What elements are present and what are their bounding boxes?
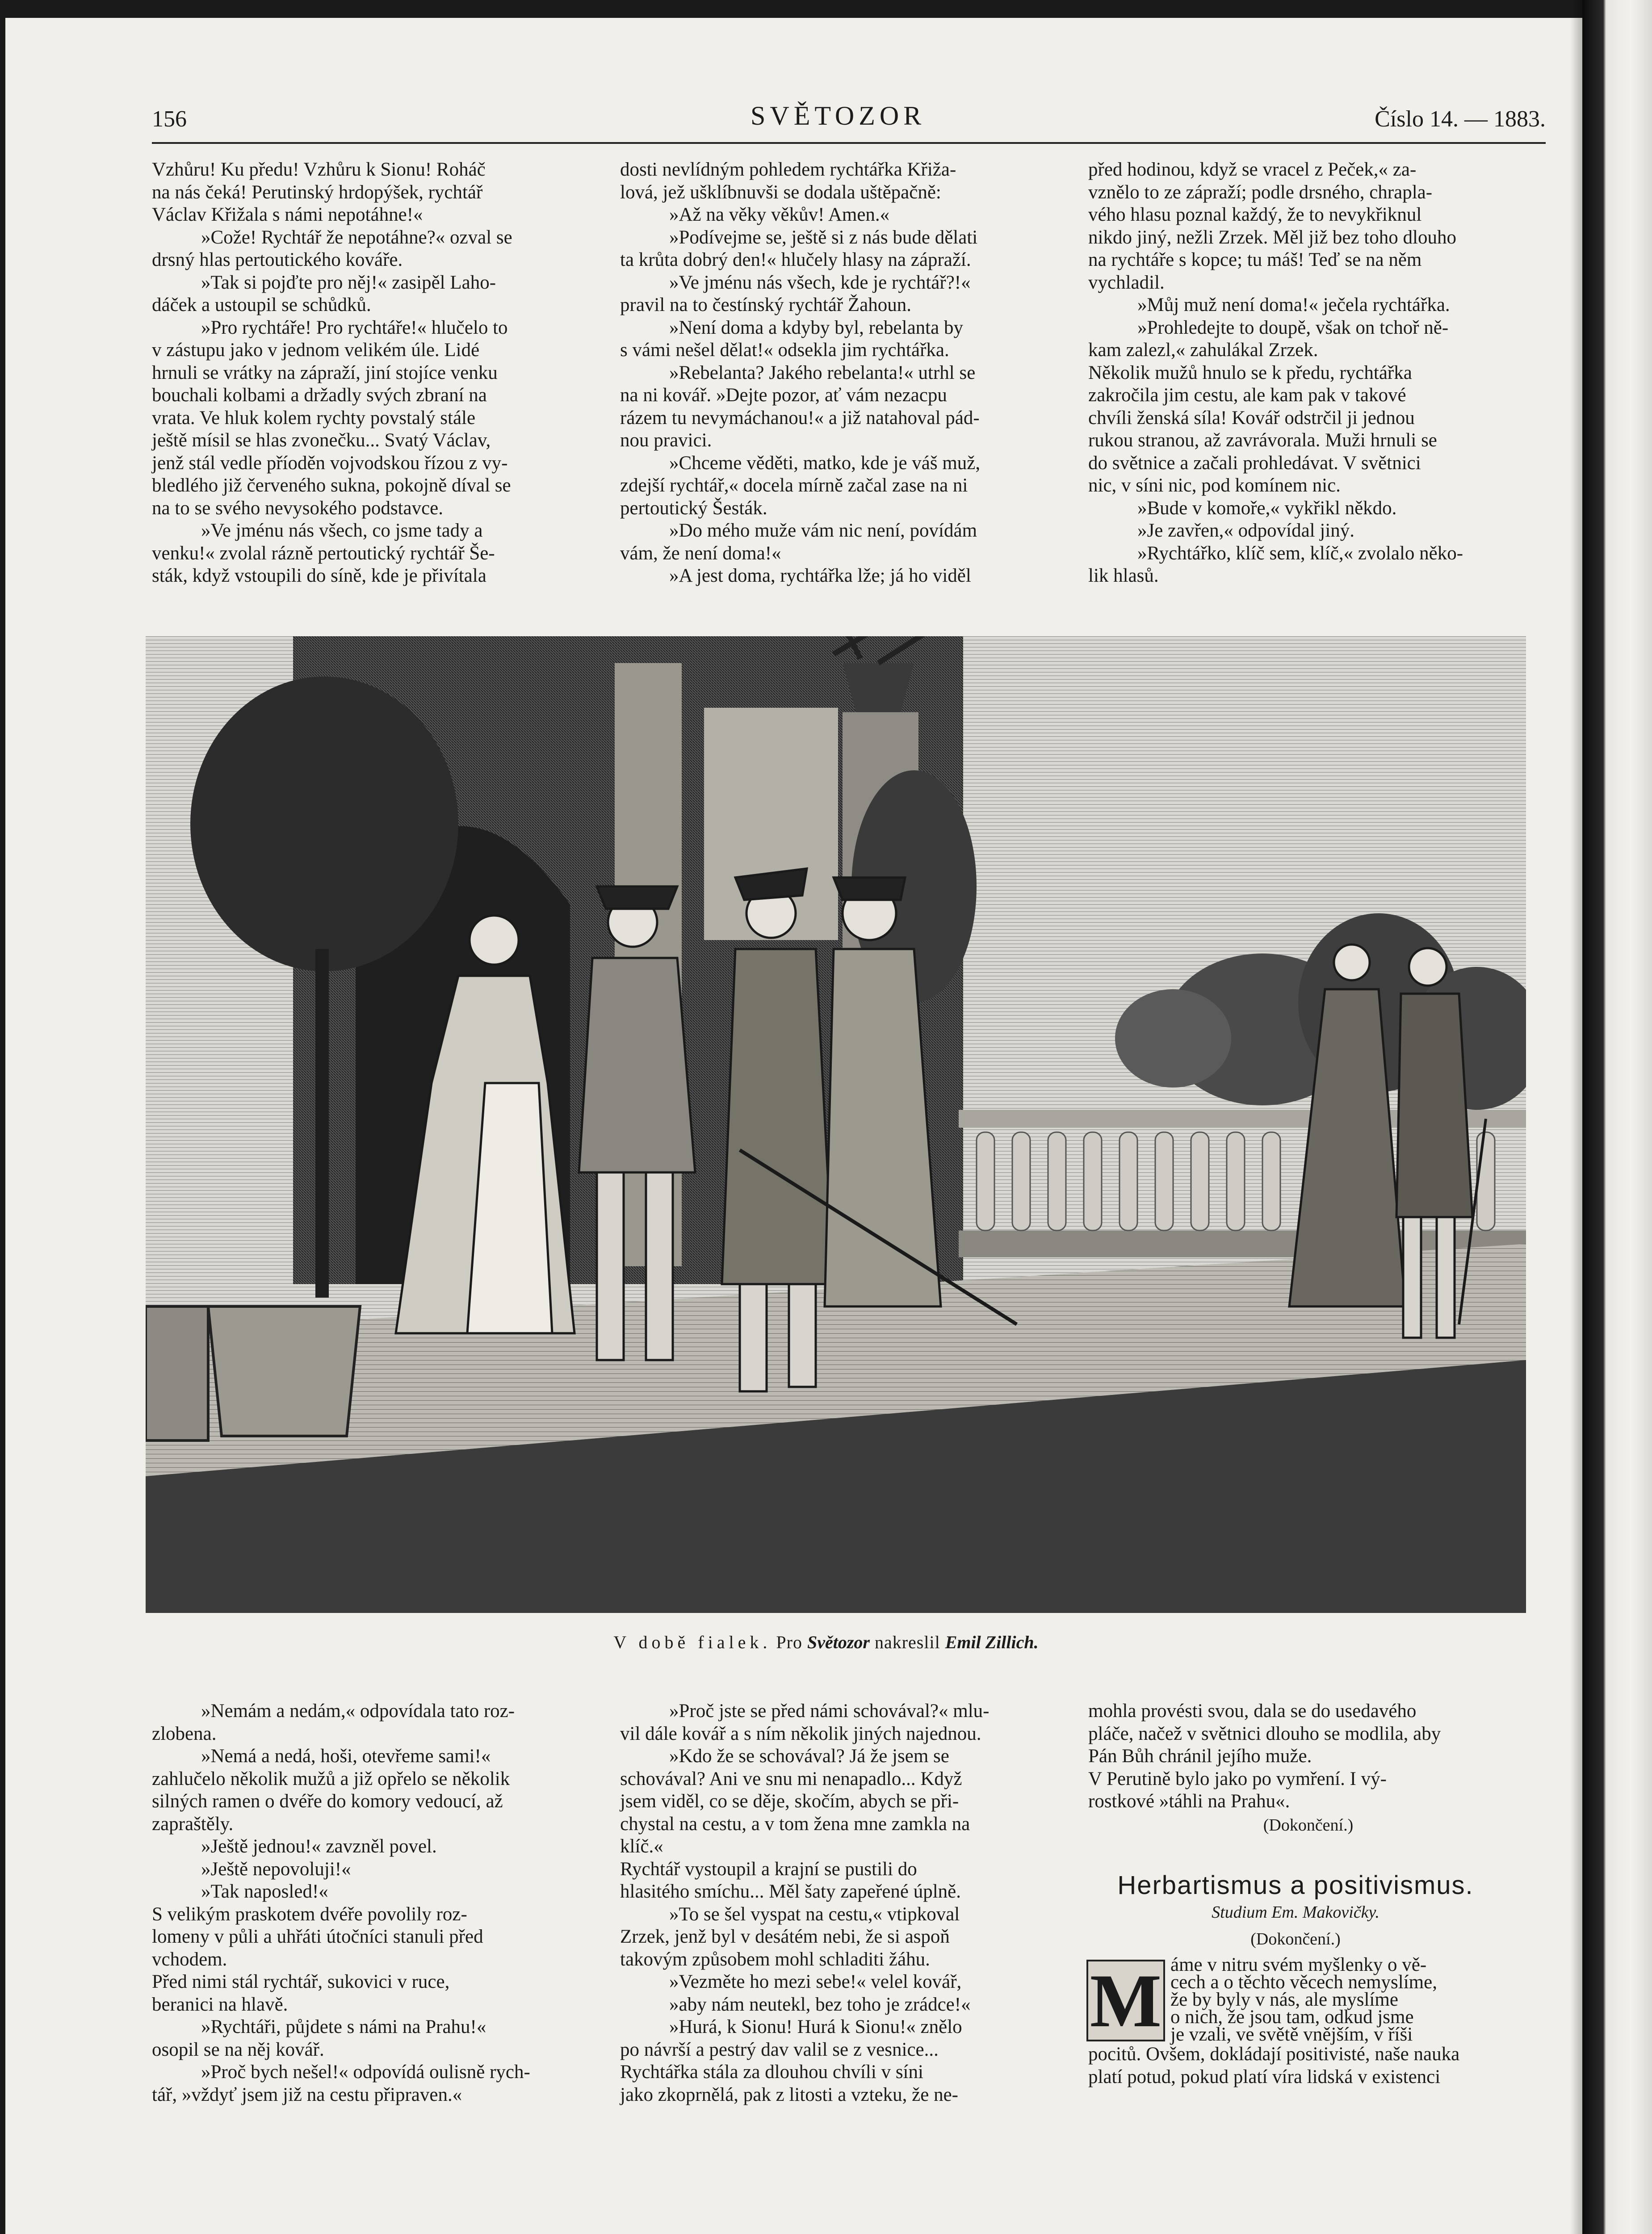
engraving-illustration xyxy=(146,636,1526,1613)
text-line: na to se svého nevysokého podstavce. xyxy=(152,497,444,519)
story-end-label: (Dokončení.) xyxy=(1263,1816,1354,1835)
text-line: vznělo to ze zápraží; podle drsného, chrapla- xyxy=(1088,181,1433,203)
text-line: drsný hlas pertoutického kováře. xyxy=(152,249,403,270)
text-line: o nich, že jsou tam, odkud jsme xyxy=(1170,2007,1414,2028)
text-line: platí potud, pokud platí víra lidská v existenci xyxy=(1088,2066,1441,2087)
text-line: Pán Bůh chránil jejího muže. xyxy=(1088,1746,1312,1767)
text-line: na rychtáře s kopce; tu máš! Teď se na něm xyxy=(1088,249,1422,270)
page-header xyxy=(152,101,1546,141)
text-line: cech a o těchto věcech nemyslíme, xyxy=(1170,1972,1437,1993)
text-line: klíč.« xyxy=(620,1836,663,1857)
text-line: »Hurá, k Sionu! Hurá k Sionu!« znělo xyxy=(669,2016,962,2037)
text-line: »Cože! Rychtář že nepotáhne?« ozval se xyxy=(201,227,512,248)
text-line: nikdo jiný, nežli Zrzek. Měl již bez toho dlouho xyxy=(1088,227,1456,248)
caption-drawn-by: nakreslil xyxy=(874,1632,940,1652)
text-line: mohla provésti svou, dala se do usedavého xyxy=(1088,1701,1417,1722)
text-line: »Nemá a nedá, hoši, otevřeme sami!« xyxy=(201,1746,491,1767)
text-line: pertoutický Šesták. xyxy=(620,497,767,519)
text-line: »Ve jménu nás všech, kde je rychtář?!« xyxy=(669,272,971,293)
text-line: Několik mužů hnulo se k předu, rychtářka xyxy=(1088,362,1412,383)
text-line: »Nemám a nedám,« odpovídala tato roz- xyxy=(201,1701,515,1722)
text-line: bledlého již červeného sukna, pokojně díval se xyxy=(152,475,511,496)
bottom-column-3 xyxy=(1088,1700,1528,1813)
drop-cap xyxy=(1086,1960,1165,2041)
text-line: »aby nám neutekl, bez toho je zrádce!« xyxy=(669,1994,971,2015)
article-continuation: (Dokončení.) xyxy=(1250,1930,1341,1948)
top-column-3 xyxy=(1088,159,1528,588)
text-line: před hodinou, když se vracel z Peček,« za- xyxy=(1088,159,1417,180)
text-line: »Až na věky věkův! Amen.« xyxy=(669,204,890,225)
text-line: po návrší a pestrý dav valil se z vesnice... xyxy=(620,2039,939,2060)
text-line: chvíli ženská síla! Kovář odstrčil ji jednou xyxy=(1088,407,1415,428)
text-line: nou pravici. xyxy=(620,430,712,451)
page-number: 156 xyxy=(152,106,187,132)
text-line: vám, že není doma!« xyxy=(620,542,781,564)
text-line: tář, »vždyť jsem již na cestu připraven.« xyxy=(152,2084,462,2105)
text-line: »A jest doma, rychtářka lže; já ho viděl xyxy=(669,565,971,586)
text-line: »Prohledejte to doupě, však on tchoř ně- xyxy=(1137,317,1449,338)
journal-title: SVĚTOZOR xyxy=(751,101,926,130)
text-line: že by byly v nás, ale myslíme xyxy=(1170,1989,1398,2010)
text-line: »Bude v komoře,« vykřikl někdo. xyxy=(1137,497,1397,519)
text-line: »Rebelanta? Jakého rebelanta!« utrhl se xyxy=(669,362,976,383)
text-line: lik hlasů. xyxy=(1088,565,1159,586)
text-line: schovával? Ani ve snu mi nenapadlo... Když xyxy=(620,1768,962,1789)
text-line: »Ještě jednou!« zavzněl povel. xyxy=(201,1836,437,1857)
adjacent-page-edge xyxy=(1582,0,1652,2234)
text-line: zlobena. xyxy=(152,1723,217,1744)
text-line: Václav Křižala s námi nepotáhne!« xyxy=(152,204,423,225)
text-line: lomeny v půli a uhřáti útočníci stanuli před xyxy=(152,1926,483,1947)
text-line: pláče, načež v světnici dlouho se modlila, aby xyxy=(1088,1723,1441,1744)
text-line: pravil na to čestínský rychtář Žahoun. xyxy=(620,294,911,315)
text-line: sták, když vstoupili do síně, kde je přivítala xyxy=(152,565,486,586)
text-line: Rychtářka stála za dlouhou chvíli v síni xyxy=(620,2062,923,2083)
text-line: áme v nitru svém myšlenky o vě- xyxy=(1170,1954,1427,1975)
text-line: »Proč bych nešel!« odpovídá oulisně rych- xyxy=(201,2062,530,2083)
text-line: hrnuli se vrátky na zápraží, jiní stojíce venku xyxy=(152,362,498,383)
text-line: »Rychtářko, klíč sem, klíč,« zvolalo něko- xyxy=(1137,542,1463,564)
text-line: v zástupu jako v jednom velikém úle. Lidé xyxy=(152,340,480,361)
text-line: »To se šel vyspat na cestu,« vtipkoval xyxy=(669,1903,960,1925)
text-line: zapraštěly. xyxy=(152,1813,234,1835)
drop-cap-letter: M xyxy=(1090,1959,1162,2043)
illustration-caption xyxy=(0,1632,1652,1653)
text-line: »Pro rychtáře! Pro rychtáře!« hlučelo to xyxy=(201,317,508,338)
bottom-column-1 xyxy=(152,1700,592,2106)
text-line: lová, jež ušklíbnuvši se dodala uštěpačně: xyxy=(620,181,941,203)
text-line: venku!« zvolal rázně pertoutický rychtář Še- xyxy=(152,542,495,564)
text-line: vil dále kovář a s ním několik jiných najednou. xyxy=(620,1723,981,1744)
text-line: »Není doma a kdyby byl, rebelanta by xyxy=(669,317,963,338)
article-text-full xyxy=(1088,2043,1528,2088)
caption-title: V době fialek. xyxy=(613,1632,771,1652)
text-line: »Tak si pojďte pro něj!« zasipěl Laho- xyxy=(201,272,496,293)
article-text-beside-dropcap xyxy=(1170,1956,1528,2043)
text-line: osopil se na něj kovář. xyxy=(152,2039,324,2060)
text-line: pocitů. Ovšem, dokládají positivisté, naše nauka xyxy=(1088,2044,1460,2065)
engraving-scene xyxy=(146,636,1526,1613)
header-rule xyxy=(152,142,1546,144)
text-line: vychladil. xyxy=(1088,272,1165,293)
text-line: ještě mísil se hlas zvonečku... Svatý Václav, xyxy=(152,430,491,451)
text-line: Vzhůru! Ku předu! Vzhůru k Sionu! Roháč xyxy=(152,159,486,180)
text-line: dosti nevlídným pohledem rychtářka Křiža- xyxy=(620,159,956,180)
text-line: silných ramen o dvéře do komory vedoucí, až xyxy=(152,1791,503,1812)
text-line: vrata. Ve hluk kolem rychty povstalý stále xyxy=(152,407,476,428)
text-line: V Perutině bylo jako po vymření. I vý- xyxy=(1088,1768,1387,1789)
text-line: »Proč jste se před námi schovával?« mlu- xyxy=(669,1701,990,1722)
text-line: je vzali, ve světě vnějším, v říši xyxy=(1170,2024,1413,2045)
bottom-column-2 xyxy=(620,1700,1060,2106)
text-line: zdejší rychtář,« docela mírně začal zase na ni xyxy=(620,475,968,496)
text-line: »Kdo že se schovával? Já že jsem se xyxy=(669,1746,949,1767)
text-line: »Podívejme se, ještě si z nás bude dělati xyxy=(669,227,978,248)
top-column-1 xyxy=(152,159,592,588)
text-line: takovým způsobem mohl schladiti žáhu. xyxy=(620,1948,930,1970)
text-line: »Vezměte ho mezi sebe!« velel kovář, xyxy=(669,1971,962,1992)
text-line: »Je zavřen,« odpovídal jiný. xyxy=(1137,520,1355,541)
article-byline: Studium Em. Makovičky. xyxy=(1212,1903,1379,1922)
text-line: na ni kovář. »Dejte pozor, ať vám nezacpu xyxy=(620,385,947,406)
text-line: rukou stranou, až zavrávorala. Muži hrnuli se xyxy=(1088,430,1437,451)
caption-artist: Emil Zillich. xyxy=(945,1632,1039,1652)
text-line: s vámi nešel dělat!« odsekla jim rychtářka. xyxy=(620,340,949,361)
text-line: bouchali kolbami a držadly svých zbraní na xyxy=(152,385,487,406)
text-line: »Do mého muže vám nic není, povídám xyxy=(669,520,977,541)
text-line: beranici na hlavě. xyxy=(152,1994,288,2015)
text-line: Zrzek, jenž byl v desátém nebi, že si aspoň xyxy=(620,1926,950,1947)
text-line: »Chceme věděti, matko, kde je váš muž, xyxy=(669,452,981,474)
story-end-note xyxy=(1088,1814,1528,1837)
text-line: na nás čeká! Perutinský hrdopýšek, rychtář xyxy=(152,181,483,203)
text-line: »Ještě nepovoluji!« xyxy=(201,1858,351,1880)
text-line: vchodem. xyxy=(152,1948,227,1970)
caption-journal: Světozor xyxy=(807,1632,870,1652)
text-line: jenž stál vedle příoděn vojvodskou řízou z vy- xyxy=(152,452,508,474)
text-line: Rychtář vystoupil a krajní se pustili do xyxy=(620,1858,917,1880)
text-line: jako zkoprnělá, pak z litosti a vzteku, že ne- xyxy=(620,2084,958,2105)
text-line: chystal na cestu, a v tom žena mne zamkla na xyxy=(620,1813,970,1835)
text-line: nic, v síni nic, pod komínem nic. xyxy=(1088,475,1341,496)
text-line: »Můj muž není doma!« ječela rychtářka. xyxy=(1137,294,1450,315)
text-line: zahlučelo několik mužů a již opřelo se několik xyxy=(152,1768,510,1789)
text-line: »Ve jménu nás všech, co jsme tady a xyxy=(201,520,483,541)
text-line: »Rychtáři, půjdete s námi na Prahu!« xyxy=(201,2016,486,2037)
text-line: vého hlasu poznal každý, že to nevykřiknul xyxy=(1088,204,1422,225)
text-line: S velikým praskotem dvéře povolily roz- xyxy=(152,1903,467,1925)
top-column-2 xyxy=(620,159,1060,588)
text-line: jsem viděl, co se děje, skočím, abych se při- xyxy=(620,1791,959,1812)
text-line: dáček a ustoupil se schůdků. xyxy=(152,294,371,315)
issue-number: Číslo 14. — 1883. xyxy=(1375,106,1546,132)
text-line: »Tak naposled!« xyxy=(201,1881,328,1902)
text-line: zakročila jim cestu, ale kam pak v takové xyxy=(1088,385,1406,406)
text-line: rázem tu nevymáchanou!« a již natahoval pád- xyxy=(620,407,980,428)
text-line: ta krůta dobrý den!« hlučely hlasy na zápraží. xyxy=(620,249,971,270)
text-line: hlasitého smíchu... Měl šaty zapeřené úplně. xyxy=(620,1881,961,1902)
caption-pro: Pro xyxy=(776,1632,802,1652)
article-title: Herbartismus a positivismus. xyxy=(1117,1871,1474,1900)
text-line: Před nimi stál rychtář, sukovici v ruce, xyxy=(152,1971,450,1992)
text-line: do světnice a začali prohledávat. V světnici xyxy=(1088,452,1421,474)
text-line: kam zalezl,« zahulákal Zrzek. xyxy=(1088,340,1318,361)
text-line: rostkové »táhli na Prahu«. xyxy=(1088,1791,1290,1812)
